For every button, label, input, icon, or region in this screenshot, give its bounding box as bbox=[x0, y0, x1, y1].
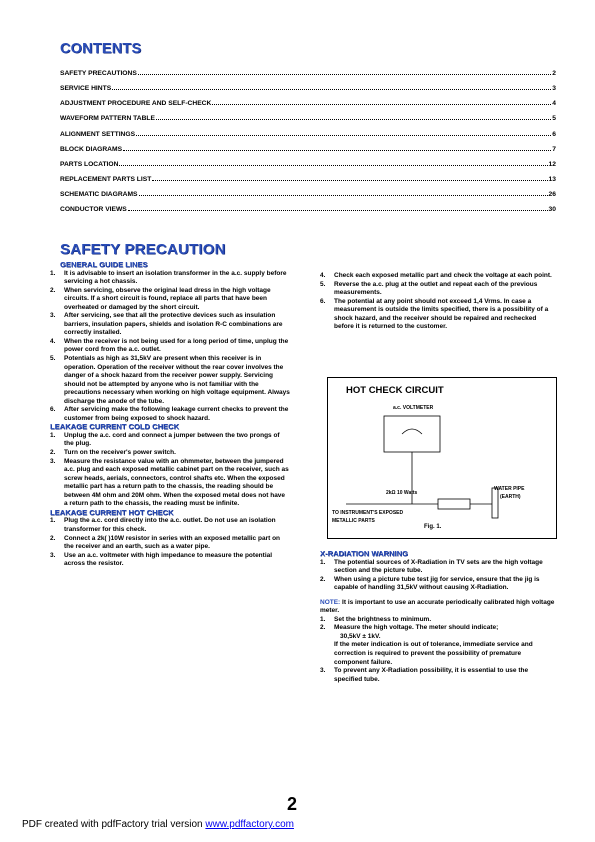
list-item bbox=[50, 432, 290, 449]
list-item-text: Connect a 2k( )10W resistor in series with an exposed metallic part on the receiver and an earth, such as a water pipe. bbox=[64, 534, 281, 551]
list-item-text: When servicing, observe the original lead dress in the high voltage circuits. If a short circuit is found, replace all parts that have been overheated or damaged by the short circuit. bbox=[64, 286, 271, 311]
hot-check-circuit-figure bbox=[327, 377, 557, 539]
hot-check-list bbox=[50, 517, 290, 568]
instrument-label: TO INSTRUMENT'S EXPOSED bbox=[332, 510, 404, 516]
toc-entry-label: SCHEMATIC DIAGRAMS bbox=[60, 191, 138, 199]
toc-entry[interactable] bbox=[60, 115, 556, 130]
toc-dot-leader bbox=[139, 195, 548, 196]
toc-dot-leader bbox=[112, 89, 551, 90]
left-column bbox=[50, 261, 290, 569]
list-item-text: Measure the resistance value with an ohmmeter, between the jumpered a.c. plug and each exposed metallic cabinet part on the receiver, such as screw heads, aerials, connectors, control shafts etc. When the exposed metallic part has a return path to the chassis, the reading should be between 4M ohm and 20M ohm. When the exposed metal does not have a return path to the chassis, the reading must be infinite. bbox=[64, 457, 289, 508]
toc-entry[interactable] bbox=[60, 191, 556, 206]
list-item bbox=[320, 272, 556, 281]
note-paragraph bbox=[320, 599, 556, 616]
toc-entry[interactable] bbox=[60, 100, 556, 115]
list-item-number: 2. bbox=[50, 286, 56, 294]
toc-entry-page: 6 bbox=[552, 130, 556, 138]
list-item-number: 4. bbox=[320, 272, 326, 279]
toc-entry-label: SERVICE HINTS bbox=[60, 85, 112, 93]
list-item: 1. Set the brightness to minimum. bbox=[320, 615, 432, 623]
list-item-text: After servicing make the following leakage current checks to prevent the customer from being exposed to shock hazard. bbox=[64, 406, 289, 422]
toc-entry-page: 3 bbox=[552, 85, 556, 93]
toc-entry[interactable] bbox=[60, 176, 556, 191]
cold-check-heading: LEAKAGE CURRENT COLD CHECK bbox=[50, 422, 180, 432]
list-item-number: 5. bbox=[50, 355, 56, 363]
toc-entry[interactable] bbox=[60, 70, 556, 85]
hot-check-heading: LEAKAGE CURRENT HOT CHECK bbox=[50, 507, 174, 517]
list-item-text: The potential sources of X-Radiation in TV sets are the high voltage section and the picture tube. bbox=[334, 558, 543, 575]
figure-caption: Fig. 1. bbox=[424, 524, 442, 530]
note-steps-list bbox=[320, 616, 556, 684]
toc-entry-page: 12 bbox=[548, 160, 556, 168]
toc-entry[interactable] bbox=[60, 146, 556, 161]
toc-entry-page: 13 bbox=[548, 175, 556, 183]
resistor-label: 2kΩ 10 Watts bbox=[386, 490, 418, 496]
list-item-text: After servicing, see that all the protective devices such as insulation barriers, insulation papers, shields and isolation R-C combinations are correctly installed. bbox=[64, 312, 283, 337]
list-item-number: 1. bbox=[50, 431, 56, 439]
toc-entry-label: ALIGNMENT SETTINGS bbox=[60, 130, 136, 138]
footer-text: PDF created with pdfFactory trial version bbox=[22, 819, 206, 830]
water-pipe-label: WATER PIPE bbox=[494, 486, 525, 492]
list-item-text: When the receiver is not being used for a long period of time, unplug the power cord from the a.c. outlet. bbox=[64, 337, 289, 354]
cold-check-list bbox=[50, 432, 290, 509]
list-item-text: Potentials as high as 31,5kV are present when this receiver is in operation. Operation of the receiver without the rear cover involves the danger of a shock hazard from the receiver power supply. Servicing should not be attempted by anyone who is not familiar with the precautions necessary when working on high voltage equipment. Always discharge the anode of the tube. bbox=[64, 355, 290, 405]
right-column bbox=[320, 272, 556, 332]
toc-entry[interactable] bbox=[60, 131, 556, 146]
toc-entry-page: 26 bbox=[548, 191, 556, 199]
toc-entry[interactable] bbox=[60, 85, 556, 100]
list-item-number: 2. bbox=[50, 449, 56, 457]
toc-dot-leader bbox=[212, 104, 551, 105]
list-item-number: 5. bbox=[320, 280, 326, 288]
list-item-text: Reverse the a.c. plug at the outlet and repeat each of the previous measurements. bbox=[334, 280, 538, 297]
note-text: It is important to use an accurate periodically calibrated high voltage meter. bbox=[320, 598, 555, 615]
contents-title: CONTENTS bbox=[60, 41, 142, 57]
earth-label: (EARTH) bbox=[500, 494, 521, 500]
toc-entry-page: 5 bbox=[552, 115, 556, 123]
toc-entry-label: BLOCK DIAGRAMS bbox=[60, 145, 123, 153]
toc-dot-leader bbox=[128, 210, 548, 211]
list-item bbox=[50, 517, 290, 534]
toc-entry-label: SAFETY PRECAUTIONS bbox=[60, 70, 137, 77]
list-item-number: 1. bbox=[50, 269, 56, 277]
list-item-number: 6. bbox=[50, 406, 56, 414]
toc-entry-label: PARTS LOCATION bbox=[60, 160, 119, 168]
list-item-number: 6. bbox=[320, 297, 326, 305]
pdffactory-link[interactable]: www.pdffactory.com bbox=[205, 819, 294, 830]
list-item-text: When using a picture tube test jig for service, ensure that the jig is capable of handling 31,5kV without causing X-Radiation. bbox=[334, 575, 540, 592]
list-item-text: Use an a.c. voltmeter with high impedance to measure the potential across the resistor. bbox=[64, 551, 273, 568]
note-value: 30,5kV ± 1kV. bbox=[340, 632, 381, 640]
list-item-number: 2. bbox=[50, 534, 56, 542]
list-item bbox=[320, 298, 556, 332]
list-item-text: Plug the a.c. cord directly into the a.c. outlet. Do not use an isolation transformer for this check. bbox=[64, 517, 276, 533]
list-item-text: The potential at any point should not exceed 1,4 Vrms. In case a measurement is outside the limits specified, there is a possibility of a shock hazard, and the receiver should be repaired and rechecked before it is returned to the customer. bbox=[334, 297, 549, 331]
safety-precaution-title: SAFETY PRECAUTION bbox=[60, 241, 226, 258]
toc-entry-label: CONDUCTOR VIEWS bbox=[60, 206, 127, 214]
list-item: 3. To prevent any X-Radiation possibility, it is essential to use the specified tube. bbox=[320, 667, 529, 683]
xray-list bbox=[320, 559, 556, 593]
toc-dot-leader bbox=[119, 165, 547, 166]
figure-title: HOT CHECK CIRCUIT bbox=[346, 385, 444, 396]
general-guidelines-heading: GENERAL GUIDE LINES bbox=[60, 260, 148, 269]
list-item bbox=[50, 406, 290, 423]
list-item-number: 2. bbox=[320, 575, 326, 583]
toc-entry[interactable] bbox=[60, 206, 556, 221]
list-item-text: Turn on the receiver's power switch. bbox=[64, 449, 176, 457]
toc-dot-leader bbox=[156, 119, 551, 120]
list-item-text: Check each exposed metallic part and check the voltage at each point. bbox=[334, 272, 552, 279]
toc-dot-leader bbox=[136, 135, 551, 136]
list-item bbox=[50, 449, 290, 458]
list-item bbox=[50, 338, 290, 355]
toc-dot-leader bbox=[138, 74, 551, 75]
list-item bbox=[320, 281, 556, 298]
continued-check-list bbox=[320, 272, 556, 332]
pdf-footer bbox=[22, 819, 294, 830]
list-item: 2. Measure the high voltage. The meter should indicate; 30,5kV ± 1kV. If the meter indication is out of tolerance, immediate service and correction is required to prevent the possibility of premature component failure. bbox=[320, 624, 533, 666]
list-item-number: 1. bbox=[320, 558, 326, 566]
list-item bbox=[320, 576, 556, 593]
list-item bbox=[50, 270, 290, 287]
list-item bbox=[50, 458, 290, 509]
toc-entry[interactable] bbox=[60, 161, 556, 176]
list-item-number: 3. bbox=[50, 551, 56, 559]
list-item-number: 1. bbox=[50, 517, 56, 525]
list-item-number: 4. bbox=[50, 337, 56, 345]
list-item bbox=[50, 287, 290, 313]
list-item-number: 3. bbox=[50, 457, 56, 465]
list-item bbox=[50, 535, 290, 552]
list-item-text: It is advisable to insert an isolation transformer in the a.c. supply before servicing a hot chassis. bbox=[64, 269, 287, 286]
toc-dot-leader bbox=[123, 150, 551, 151]
page-number: 2 bbox=[287, 794, 298, 814]
toc-entry-page: 4 bbox=[552, 100, 556, 108]
list-item bbox=[50, 355, 290, 406]
list-item-text: Unplug the a.c. cord and connect a jumper between the two prongs of the plug. bbox=[64, 431, 280, 448]
note-label: NOTE: bbox=[320, 598, 341, 606]
general-guidelines-list bbox=[50, 270, 290, 424]
toc-entry-page: 7 bbox=[552, 145, 556, 153]
list-item bbox=[50, 312, 290, 338]
list-item-number: 3. bbox=[50, 312, 56, 320]
toc-entry-label: WAVEFORM PATTERN TABLE bbox=[60, 115, 155, 123]
toc-entry-page: 2 bbox=[552, 70, 556, 77]
toc-entry-label: REPLACEMENT PARTS LIST bbox=[60, 175, 152, 183]
toc-dot-leader bbox=[152, 180, 547, 181]
toc-entry-label: ADJUSTMENT PROCEDURE AND SELF-CHECK bbox=[60, 100, 212, 108]
list-item bbox=[320, 559, 556, 576]
voltmeter-label: a.c. VOLTMETER bbox=[393, 405, 434, 411]
table-of-contents bbox=[60, 70, 556, 221]
xray-section bbox=[320, 550, 556, 684]
xray-heading: X-RADIATION WARNING bbox=[320, 549, 409, 558]
toc-entry-page: 30 bbox=[548, 206, 556, 214]
metallic-parts-label: METALLIC PARTS bbox=[332, 518, 375, 524]
note-tolerance: If the meter indication is out of tolerance, immediate service and correction is required to prevent the possibility of premature component failure. bbox=[334, 641, 533, 666]
list-item bbox=[50, 552, 290, 569]
